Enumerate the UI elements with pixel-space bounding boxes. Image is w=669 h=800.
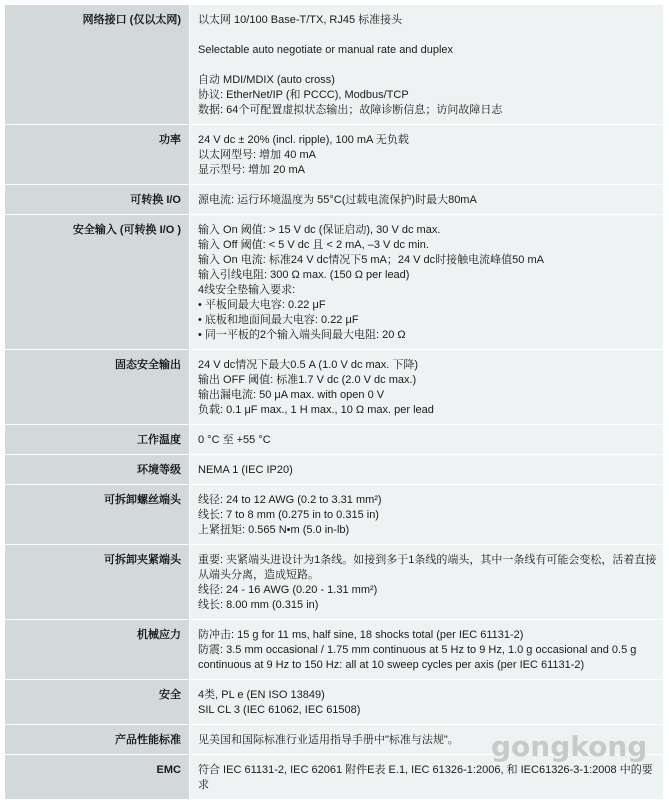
- spec-label: 可拆卸螺丝端头: [5, 485, 190, 545]
- spec-row: [5, 680, 664, 725]
- spec-value-line: 重要: 夹紧端头进设计为1条线。如接到多于1条线的端头，其中一条线有可能会变松，活着直接从端头分离，造成短路。: [198, 554, 657, 581]
- spec-value-line: 输出 OFF 阈值: 标准1.7 V dc (2.0 V dc max.): [198, 374, 417, 386]
- spec-value-line: 源电流: 运行环境温度为 55°C(过载电流保护)时最大80mA: [198, 194, 477, 206]
- spec-value-line: 符合 IEC 61131-2, IEC 62061 附件E表 E.1, IEC 61326-1:2006, 和 IEC61326-3-1:2008 中的要求: [198, 764, 653, 791]
- spec-label: 可拆卸夹紧端头: [5, 545, 190, 620]
- spec-row: [5, 455, 664, 485]
- spec-value-line: 线长: 7 to 8 mm (0.275 in to 0.315 in): [198, 509, 379, 521]
- spec-row: [5, 485, 664, 545]
- spec-value-line: 协议: EtherNet/IP (和 PCCC), Modbus/TCP: [198, 89, 409, 101]
- spec-value-line: 上紧扭矩: 0.565 N•m (5.0 in-lb): [198, 524, 350, 536]
- spec-value-line: 显示型号: 增加 20 mA: [198, 164, 305, 176]
- spec-value-line: 24 V dc情况下最大0.5 A (1.0 V dc max. 下降): [198, 359, 419, 371]
- spec-row: [5, 350, 664, 425]
- spec-value-line: 负载: 0.1 μF max., 1 H max., 10 Ω max. per lead: [198, 404, 434, 416]
- spec-value: [190, 185, 664, 215]
- spec-value-line: SIL CL 3 (IEC 61062, IEC 61508): [198, 704, 361, 716]
- spec-value-line: 线径: 24 - 16 AWG (0.20 - 1.31 mm²): [198, 584, 378, 596]
- spec-value-line: • 平板间最大电容: 0.22 μF: [198, 299, 326, 311]
- spec-value-line: • 底板和地面间最大电容: 0.22 μF: [198, 314, 359, 326]
- spec-value: [190, 425, 664, 455]
- spec-value-line: 数据: 64个可配置虚拟状态输出；故障诊断信息；访问故障日志: [198, 104, 503, 116]
- spec-value-line: 线长: 8.00 mm (0.315 in): [198, 599, 319, 611]
- spec-value: [190, 455, 664, 485]
- watermark-logo: gongkong: [491, 730, 648, 763]
- spec-value-line: 4线安全垫输入要求:: [198, 284, 296, 296]
- spec-label: 可转换 I/O: [5, 185, 190, 215]
- spec-value-line: 输入引线电阻: 300 Ω max. (150 Ω per lead): [198, 269, 410, 281]
- spec-value: [190, 680, 664, 725]
- spec-value-line: 见美国和国际标准行业适用指导手册中"标准与法规"。: [198, 734, 459, 746]
- spec-value-line: 以太网型号: 增加 40 mA: [198, 149, 316, 161]
- spec-table: [4, 4, 664, 800]
- spec-value: [190, 215, 664, 350]
- spec-value-line: Selectable auto negotiate or manual rate and duplex: [198, 44, 454, 56]
- spec-value-line: 24 V dc ± 20% (incl. ripple), 100 mA 无负载: [198, 134, 409, 146]
- spec-value-line: 输入 On 阈值: > 15 V dc (保证启动), 30 V dc max.: [198, 224, 441, 236]
- spec-row: [5, 5, 664, 125]
- spec-value-line: 4类, PL e (EN ISO 13849): [198, 689, 325, 701]
- spec-row: [5, 425, 664, 455]
- spec-label: 功率: [5, 125, 190, 185]
- spec-label: 安全: [5, 680, 190, 725]
- spec-value-line: 输入 Off 阈值: < 5 V dc 且 < 2 mA, –3 V dc min.: [198, 239, 429, 251]
- spec-value-line: 输出漏电流: 50 μA max. with open 0 V: [198, 389, 385, 401]
- spec-value: [190, 350, 664, 425]
- spec-value-line: NEMA 1 (IEC IP20): [198, 464, 293, 476]
- spec-value-line: 防冲击: 15 g for 11 ms, half sine, 18 shocks total (per IEC 61131-2): [198, 629, 524, 641]
- spec-row: [5, 185, 664, 215]
- spec-table-body: [5, 5, 664, 800]
- spec-row: [5, 545, 664, 620]
- spec-spacer: [198, 58, 657, 73]
- spec-label: 网络接口 (仅以太网): [5, 5, 190, 125]
- spec-label: EMC: [5, 755, 190, 800]
- spec-value-line: 自动 MDI/MDIX (auto cross): [198, 74, 335, 86]
- spec-value: [190, 620, 664, 680]
- spec-label: 产品性能标准: [5, 725, 190, 755]
- spec-value-line: • 同一平板的2个输入端头间最大电阻: 20 Ω: [198, 329, 406, 341]
- spec-value-line: 输入 On 电流: 标准24 V dc情况下5 mA；24 V dc时接触电流峰值50 mA: [198, 254, 544, 266]
- spec-value: [190, 125, 664, 185]
- spec-value: [190, 485, 664, 545]
- spec-row: [5, 620, 664, 680]
- spec-value-line: 防震: 3.5 mm occasional / 1.75 mm continuous at 5 Hz to 9 Hz, 1.0 g occasional and 0.5 g continuous at 9 Hz to 150 Hz: all at 10 sweep cycles per axis (per IEC 61131-2): [198, 644, 637, 671]
- spec-row: [5, 215, 664, 350]
- spec-label: 安全输入 (可转换 I/O ): [5, 215, 190, 350]
- spec-value: [190, 5, 664, 125]
- spec-value-line: 线径: 24 to 12 AWG (0.2 to 3.31 mm²): [198, 494, 382, 506]
- spec-row: [5, 125, 664, 185]
- spec-value-line: 以太网 10/100 Base-T/TX, RJ45 标准接头: [198, 14, 403, 26]
- spec-value-line: 0 °C 至 +55 °C: [198, 434, 271, 446]
- spec-label: 环境等级: [5, 455, 190, 485]
- spec-label: 工作温度: [5, 425, 190, 455]
- spec-label: 机械应力: [5, 620, 190, 680]
- spec-label: 固态安全输出: [5, 350, 190, 425]
- spec-value: [190, 545, 664, 620]
- spec-spacer: [198, 28, 657, 43]
